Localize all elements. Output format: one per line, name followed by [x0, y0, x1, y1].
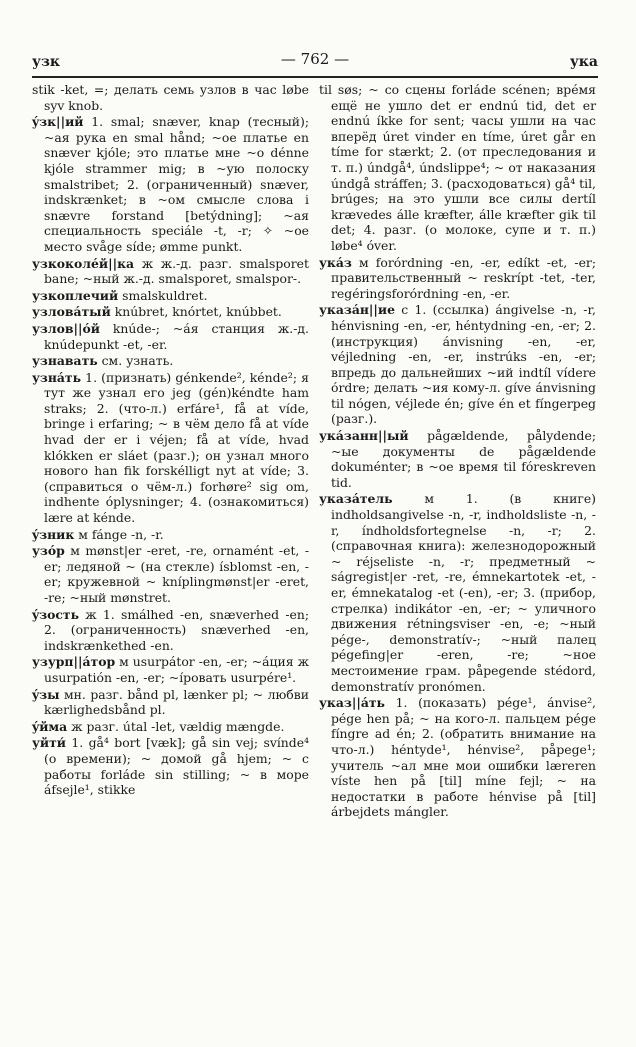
dictionary-entry [32, 735, 309, 797]
entry-headword: ýзость [32, 606, 80, 622]
dictionary-entry [32, 304, 309, 320]
dictionary-entry [32, 353, 309, 369]
dictionary-entry [32, 654, 309, 685]
page-header [32, 44, 598, 70]
dictionary-entry [319, 695, 596, 820]
entry-definition: stik -ket, =; делать семь узлов в час løbe syv knob. [32, 82, 309, 113]
right-column [319, 82, 596, 821]
dictionary-entry [319, 255, 596, 302]
entry-definition: мн. разг. bånd pl, lænker pl; ~ любви kærlighedsbånd pl. [44, 686, 309, 718]
entry-headword: ýзник [32, 526, 75, 542]
page-number: — 762 — [280, 50, 350, 68]
entry-headword: узлов||óй [32, 320, 100, 336]
entry-definition: м fánge -n, -r. [74, 526, 164, 542]
entry-definition: smalskuldret. [118, 287, 208, 303]
entry-headword: узóр [32, 543, 65, 559]
entry-definition: м forórdning -en, -er, edíkt -et, -er; правительственный ~ reskrípt -tet, -ter, regéringsforórdning -en, -er. [331, 254, 596, 301]
dictionary-entry [32, 527, 309, 543]
entry-headword: укáз [319, 254, 352, 270]
entry-headword: ýйма [32, 718, 68, 734]
entry-definition: ж 1. smálhed -en, snæverhed -en; 2. (ограниченность) snæverhed -en, indskrænkethed -en. [44, 606, 309, 653]
dictionary-entry [32, 256, 309, 287]
dictionary-entry [32, 719, 309, 735]
entry-definition: ж разг. útal -let, vældig mængde. [67, 718, 285, 734]
entry-headword: ýзк||ий [32, 114, 84, 130]
entry-headword: узкоколéй||ка [32, 255, 135, 271]
entry-headword: указáн||ие [319, 302, 396, 318]
dictionary-entry [319, 428, 596, 490]
dictionary-entry [32, 687, 309, 718]
entry-definition: knúbret, knórtet, knúbbet. [110, 304, 282, 320]
dictionary-entry [319, 302, 596, 427]
dictionary-entry [32, 114, 309, 254]
entry-definition: с 1. (ссылка) ángivelse -n, -r, hénvisning -en, -er, héntydning -en, -er; 2. (инструкция) ánvisning -en, -er, véjledning -en, -er, instrúks -en, -er; впредь до дальнейших ~ий indtíl vídere órdre; делать ~ия кому-л. gíve ánvisning til nógen, véjlede én; gíve én et fíngerpeg (разг.). [331, 302, 596, 427]
entry-headword: узнáть [32, 369, 82, 385]
dictionary-entry [32, 543, 309, 605]
dictionary-entry [32, 607, 309, 654]
entry-headword: узкоплечий [32, 287, 119, 303]
entry-definition: 1. smal; snæver, knap (тесный); ~ая рука en smal hånd; ~ое платье en snæver kjóle; это платье мне ~о dénne kjóle strammer mig; в ~ую полоску smalstribet; 2. (ограниченный) snæver, indskrænket; в ~ом смысле слова i snævre forstand [betýdning]; ~ая специальность speciále -t, -r; ✧ ~ое место svåge síde; ømme punkt. [44, 114, 309, 254]
entry-headword: узловáтый [32, 304, 111, 320]
entry-definition: knúde-; ~áя станция ж.-д. knúdepunkt -et, -er. [44, 320, 309, 352]
left-column [32, 82, 309, 799]
dictionary-entry [32, 370, 309, 526]
entry-definition: 1. (признать) génkende², kénde²; я тут же узнал его jeg (gén)kéndte ham straks; 2. (что-л.) erfáre¹, få at víde, bringe i erfaring; ~ в чём дело få at víde hvad der er i véjen; få at víde, hvad klókken er sláet (разг.); он узнал много нового han fik forskélligt nyt at víde; 3. (справиться о чём-л.) forhøre² sig om, indhente óplysninger; 4. (ознакомиться) lære at kénde. [44, 369, 309, 526]
entry-definition: м usurpátor -en, -er; ~áция ж usurpatión -en, -er; ~íровать usurpére¹. [44, 654, 309, 685]
dictionary-entry [32, 82, 309, 113]
entry-headword: уйти́ [32, 735, 66, 751]
entry-headword: узнавать [32, 353, 98, 369]
entry-definition: pågældende, pålydende; ~ые документы de pågældende dokuménter; в ~ое время til fóreskreven tid. [331, 428, 596, 490]
dictionary-entry [32, 288, 309, 304]
entry-headword: укáзанн||ый [319, 428, 409, 444]
dictionary-entry [32, 321, 309, 352]
header-rule [32, 76, 598, 78]
header-left-guideword: узк [32, 54, 61, 70]
entry-definition: см. узнать. [97, 353, 174, 369]
entry-definition: м mønst|er -eret, -re, ornamént -et, -er; ледяной ~ (на стекле) ísblomst -en, -er; кружевной ~ kníplingmønst|er -eret, -re; ~ный mønstret. [44, 543, 309, 605]
entry-headword: ýзы [32, 686, 60, 702]
entry-definition: 1. gå⁴ bort [væk]; gå sin vej; svínde⁴ (о времени); ~ домой gå hjem; ~ с работы forláde sin stilling; ~ в море áfsejle¹, stikke [44, 735, 309, 798]
entry-definition: til søs; ~ со сцены forláde scénen; врéмя ещё не ушло det er endnú tid, det er endnú íkke for sent; часы ушли на час вперёд úret vinder en tíme, úret går en tíme for stærkt; 2. (от преследования и т. п.) úndgå⁴, úndslippe⁴; ~ от наказания úndgå stráffen; 3. (расходоваться) gå⁴ til, brúges; на это ушли все силы dertíl krævedes álle kræfter, álle kræfter gik til det; 4. разг. (о молоке, супе и т. п.) løbe⁴ óver. [319, 82, 596, 253]
entry-definition: 1. (показать) pége¹, ánvise², pége hen på; ~ на кого-л. пальцем pége fíngre ad én; 2. (обратить внимание на что-л.) héntyde¹, hénvise², påpege¹; учитель ~ал мне мои ошибки læreren víste hen på [til] míne fejl; ~ на недостатки в работе hénvise på [til] árbejdets mángler. [331, 695, 596, 820]
entry-definition: ж ж.-д. разг. smalsporet bane; ~ный ж.-д. smalsporet, smalspor-. [44, 255, 309, 287]
entry-headword: указ||áть [319, 695, 385, 711]
dictionary-entry [319, 82, 596, 254]
entry-headword: указáтель [319, 491, 393, 507]
entry-headword: узурп||áтор [32, 654, 116, 670]
header-right-guideword: ука [569, 54, 598, 70]
dictionary-entry [319, 491, 596, 694]
entry-definition: м 1. (в книге) indholdsangivelse -n, -r, indholdsliste -n, -r, índholdsfortegnelse -n, -r; 2. (справочная книга): железнодорожный ~ réjseliste -n, -r; предметный ~ ságregist|er -ret, -re, émnekartotek -et, -er, émnekatalog -et (-en), -er; 3. (прибор, стрелка) indikátor -en, -er; ~ уличного движения rétningsviser -en, -e; ~ный pége-, demonstratív-; ~ный палец pégefing|er -eren, -re; ~ное местоимение грам. påpegende stédord, demonstratív pronómen. [331, 491, 596, 694]
